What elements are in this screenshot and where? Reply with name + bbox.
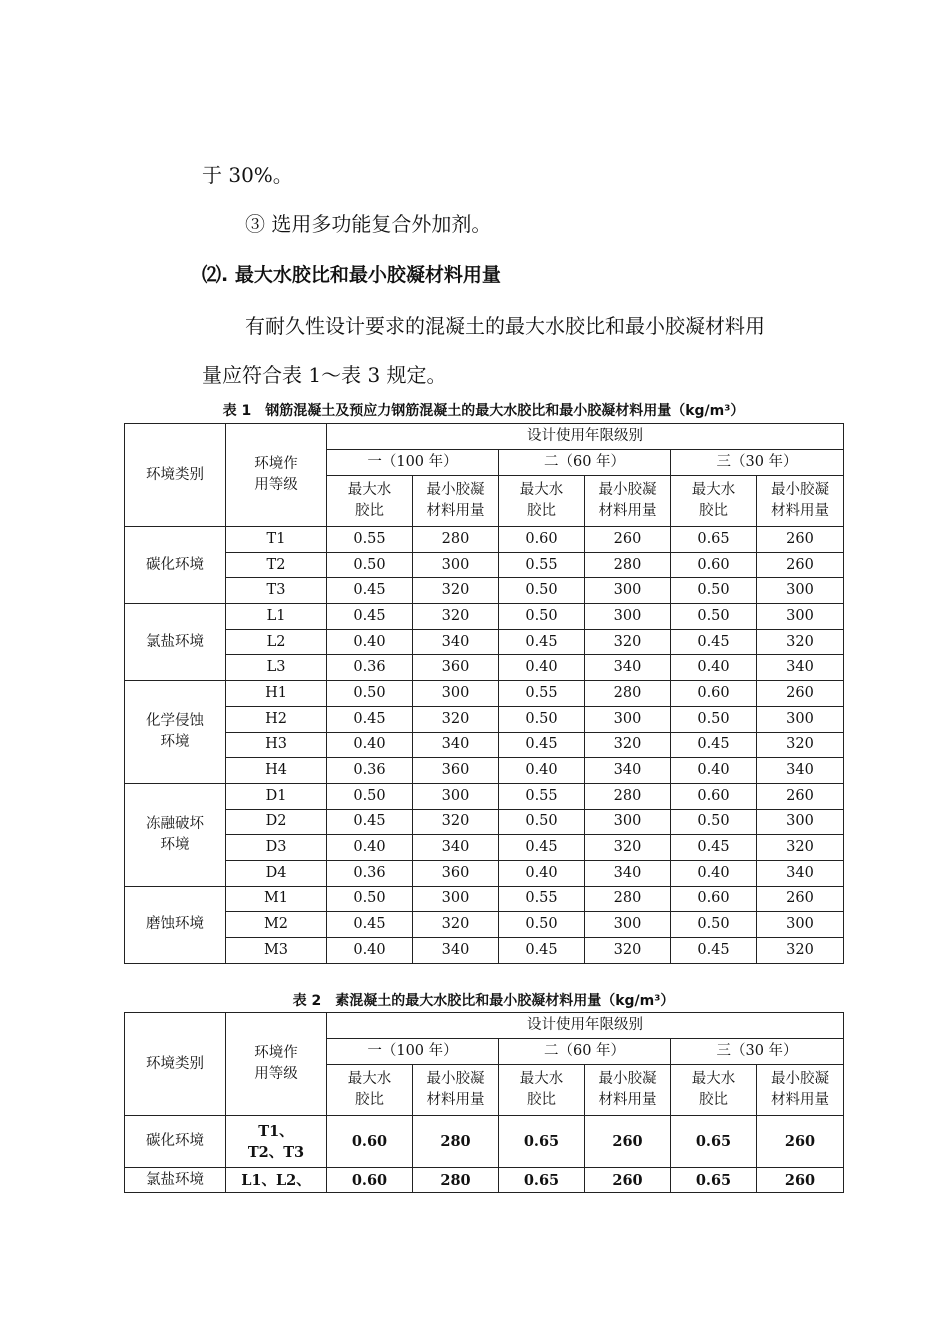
min-binder-cell: 300 <box>757 604 844 630</box>
table-row <box>125 604 844 630</box>
min-binder-cell: 340 <box>757 655 844 681</box>
header-min-binder: 最小胶凝材料用量 <box>413 476 499 527</box>
min-binder-cell: 360 <box>413 758 499 784</box>
max-wb-cell: 0.50 <box>327 886 413 912</box>
min-binder-cell: 260 <box>757 552 844 578</box>
max-wb-cell: 0.65 <box>671 527 757 553</box>
env-grade-cell: H2 <box>226 706 327 732</box>
env-category-label: 化学侵蚀环境 <box>146 713 204 750</box>
min-binder-cell: 320 <box>413 604 499 630</box>
min-binder-cell: 260 <box>757 886 844 912</box>
table-row <box>125 783 844 809</box>
max-wb-cell: 0.40 <box>327 732 413 758</box>
max-wb-cell: 0.45 <box>327 912 413 938</box>
min-binder-cell: 280 <box>413 1168 499 1193</box>
max-wb-cell: 0.60 <box>327 1116 413 1168</box>
min-binder-cell: 340 <box>413 835 499 861</box>
header-min-binder: 最小胶凝材料用量 <box>585 476 671 527</box>
min-binder-cell: 320 <box>585 732 671 758</box>
header-life-class: 设计使用年限级别 <box>327 424 844 450</box>
header-env-grade: 环境作用等级 <box>226 424 327 527</box>
env-category-label: 冻融破坏环境 <box>146 815 204 853</box>
min-binder-cell: 340 <box>413 938 499 964</box>
min-binder-cell: 320 <box>413 578 499 604</box>
section-heading: ⑵. 最大水胶比和最小胶凝材料用量 <box>202 264 501 286</box>
min-binder-cell: 300 <box>757 809 844 835</box>
max-wb-cell: 0.45 <box>327 604 413 630</box>
header-life-class: 设计使用年限级别 <box>327 1013 844 1039</box>
min-binder-cell: 360 <box>413 860 499 886</box>
max-wb-cell: 0.45 <box>499 629 585 655</box>
max-wb-cell: 0.45 <box>327 706 413 732</box>
paragraph-line: 量应符合表 1～表 3 规定。 <box>202 363 447 387</box>
header-class-2: 二（60 年） <box>499 1039 671 1065</box>
max-wb-cell: 0.60 <box>671 886 757 912</box>
min-binder-cell: 320 <box>413 912 499 938</box>
header-class-3: 三（30 年） <box>671 1039 844 1065</box>
max-wb-cell: 0.40 <box>671 655 757 681</box>
env-grade-cell: D2 <box>226 809 327 835</box>
max-wb-cell: 0.50 <box>499 809 585 835</box>
paragraph-line: 于 30%。 <box>202 163 293 187</box>
max-wb-cell: 0.45 <box>327 809 413 835</box>
env-category-cell: 碳化环境 <box>125 1116 226 1168</box>
max-wb-cell: 0.40 <box>327 835 413 861</box>
paragraph-item-3: ③ 选用多功能复合外加剂。 <box>245 212 492 236</box>
table-row <box>125 527 844 553</box>
header-max-wb: 最大水胶比 <box>327 1065 413 1116</box>
min-binder-cell: 360 <box>413 655 499 681</box>
min-binder-cell: 300 <box>585 604 671 630</box>
max-wb-cell: 0.50 <box>671 604 757 630</box>
max-wb-cell: 0.40 <box>327 938 413 964</box>
max-wb-cell: 0.40 <box>499 758 585 784</box>
header-max-wb: 最大水胶比 <box>327 476 413 527</box>
env-grade-cell: L3 <box>226 655 327 681</box>
table1-caption: 表 1 钢筋混凝土及预应力钢筋混凝土的最大水胶比和最小胶凝材料用量（kg/m³） <box>222 403 745 419</box>
max-wb-cell: 0.40 <box>327 629 413 655</box>
max-wb-cell: 0.60 <box>671 681 757 707</box>
env-grade-cell: M3 <box>226 938 327 964</box>
max-wb-cell: 0.40 <box>499 655 585 681</box>
max-wb-cell: 0.36 <box>327 758 413 784</box>
max-wb-cell: 0.50 <box>499 604 585 630</box>
env-grade-cell: D1 <box>226 783 327 809</box>
env-category-label: 碳化环境 <box>146 556 204 573</box>
header-min-binder: 最小胶凝材料用量 <box>585 1065 671 1116</box>
env-grade-cell: H1 <box>226 681 327 707</box>
max-wb-cell: 0.50 <box>671 706 757 732</box>
min-binder-cell: 340 <box>585 655 671 681</box>
min-binder-cell: 300 <box>413 886 499 912</box>
max-wb-cell: 0.60 <box>671 783 757 809</box>
max-wb-cell: 0.45 <box>671 732 757 758</box>
min-binder-cell: 320 <box>413 809 499 835</box>
max-wb-cell: 0.45 <box>671 835 757 861</box>
max-wb-cell: 0.65 <box>499 1116 585 1168</box>
max-wb-cell: 0.50 <box>499 578 585 604</box>
min-binder-cell: 260 <box>757 1168 844 1193</box>
min-binder-cell: 260 <box>585 1116 671 1168</box>
env-grade-cell: T1 <box>226 527 327 553</box>
header-class-1: 一（100 年） <box>327 450 499 476</box>
min-binder-cell: 280 <box>585 681 671 707</box>
min-binder-cell: 320 <box>757 938 844 964</box>
min-binder-cell: 300 <box>757 706 844 732</box>
env-grade-cell: L1 <box>226 604 327 630</box>
table-row <box>125 938 844 964</box>
min-binder-cell: 340 <box>585 860 671 886</box>
header-class-2: 二（60 年） <box>499 450 671 476</box>
max-wb-cell: 0.45 <box>499 732 585 758</box>
min-binder-cell: 320 <box>757 732 844 758</box>
header-env-grade: 环境作用等级 <box>226 1013 327 1116</box>
min-binder-cell: 300 <box>585 578 671 604</box>
max-wb-cell: 0.40 <box>499 860 585 886</box>
table1-body <box>125 527 844 964</box>
min-binder-cell: 340 <box>585 758 671 784</box>
max-wb-cell: 0.55 <box>499 681 585 707</box>
max-wb-cell: 0.50 <box>327 681 413 707</box>
env-grade-cell: T3 <box>226 578 327 604</box>
max-wb-cell: 0.45 <box>499 835 585 861</box>
paragraph-line: 有耐久性设计要求的混凝土的最大水胶比和最小胶凝材料用 <box>245 314 765 338</box>
min-binder-cell: 260 <box>585 1168 671 1193</box>
max-wb-cell: 0.50 <box>499 706 585 732</box>
env-category-cell <box>125 604 226 681</box>
max-wb-cell: 0.55 <box>327 527 413 553</box>
min-binder-cell: 300 <box>757 912 844 938</box>
min-binder-cell: 320 <box>757 835 844 861</box>
max-wb-cell: 0.50 <box>499 912 585 938</box>
env-category-label: 磨蚀环境 <box>146 916 204 933</box>
min-binder-cell: 300 <box>585 706 671 732</box>
max-wb-cell: 0.50 <box>671 578 757 604</box>
table-row <box>125 732 844 758</box>
env-grade-cell: H3 <box>226 732 327 758</box>
max-wb-cell: 0.65 <box>671 1168 757 1193</box>
table-row <box>125 681 844 707</box>
min-binder-cell: 280 <box>413 1116 499 1168</box>
min-binder-cell: 300 <box>585 809 671 835</box>
table2-caption: 表 2 素混凝土的最大水胶比和最小胶凝材料用量（kg/m³） <box>292 993 675 1009</box>
env-category-cell <box>125 886 226 963</box>
max-wb-cell: 0.65 <box>671 1116 757 1168</box>
env-grade-cell <box>226 1168 327 1193</box>
min-binder-cell: 320 <box>585 835 671 861</box>
max-wb-cell: 0.60 <box>327 1168 413 1193</box>
table-row <box>125 552 844 578</box>
header-class-1: 一（100 年） <box>327 1039 499 1065</box>
header-max-wb: 最大水胶比 <box>499 476 585 527</box>
min-binder-cell: 340 <box>413 732 499 758</box>
header-min-binder: 最小胶凝材料用量 <box>757 1065 844 1116</box>
min-binder-cell: 320 <box>585 938 671 964</box>
max-wb-cell: 0.50 <box>671 809 757 835</box>
max-wb-cell: 0.50 <box>327 552 413 578</box>
header-class-3: 三（30 年） <box>671 450 844 476</box>
min-binder-cell: 260 <box>757 1116 844 1168</box>
table2 <box>124 1012 844 1193</box>
max-wb-cell: 0.45 <box>671 938 757 964</box>
min-binder-cell: 260 <box>585 527 671 553</box>
header-min-binder: 最小胶凝材料用量 <box>757 476 844 527</box>
min-binder-cell: 300 <box>413 681 499 707</box>
env-grade-cell: H4 <box>226 758 327 784</box>
max-wb-cell: 0.60 <box>499 527 585 553</box>
min-binder-cell: 300 <box>413 552 499 578</box>
min-binder-cell: 280 <box>585 552 671 578</box>
max-wb-cell: 0.45 <box>327 578 413 604</box>
min-binder-cell: 340 <box>413 629 499 655</box>
env-grade-cell <box>226 1116 327 1168</box>
env-grade-label: L1、L2、 <box>241 1171 311 1189</box>
min-binder-cell: 260 <box>757 783 844 809</box>
header-max-wb: 最大水胶比 <box>671 476 757 527</box>
max-wb-cell: 0.40 <box>671 758 757 784</box>
env-category-cell <box>125 681 226 784</box>
max-wb-cell: 0.36 <box>327 860 413 886</box>
env-category-cell: 氯盐环境 <box>125 1168 226 1193</box>
table-row <box>125 835 844 861</box>
min-binder-cell: 300 <box>585 912 671 938</box>
min-binder-cell: 340 <box>757 758 844 784</box>
table-row <box>125 809 844 835</box>
min-binder-cell: 260 <box>757 527 844 553</box>
env-grade-label: T1、T2、T3 <box>247 1122 305 1161</box>
table-row <box>125 758 844 784</box>
max-wb-cell: 0.45 <box>499 938 585 964</box>
env-category-cell <box>125 783 226 886</box>
table-row <box>125 655 844 681</box>
min-binder-cell: 260 <box>757 681 844 707</box>
max-wb-cell: 0.55 <box>499 552 585 578</box>
env-grade-cell: L2 <box>226 629 327 655</box>
header-max-wb: 最大水胶比 <box>499 1065 585 1116</box>
max-wb-cell: 0.50 <box>671 912 757 938</box>
min-binder-cell: 280 <box>585 886 671 912</box>
table-row <box>125 578 844 604</box>
min-binder-cell: 340 <box>757 860 844 886</box>
table-row <box>125 860 844 886</box>
max-wb-cell: 0.55 <box>499 783 585 809</box>
min-binder-cell: 280 <box>413 527 499 553</box>
max-wb-cell: 0.65 <box>499 1168 585 1193</box>
table1 <box>124 423 844 964</box>
table-row <box>125 706 844 732</box>
env-grade-cell: D4 <box>226 860 327 886</box>
env-category-cell <box>125 527 226 604</box>
header-env-category: 环境类别 <box>125 1013 226 1116</box>
table-row <box>125 1116 844 1168</box>
min-binder-cell: 320 <box>413 706 499 732</box>
max-wb-cell: 0.45 <box>671 629 757 655</box>
env-grade-cell: T2 <box>226 552 327 578</box>
min-binder-cell: 300 <box>757 578 844 604</box>
table-row <box>125 1168 844 1193</box>
min-binder-cell: 320 <box>757 629 844 655</box>
min-binder-cell: 280 <box>585 783 671 809</box>
max-wb-cell: 0.55 <box>499 886 585 912</box>
env-category-label: 氯盐环境 <box>146 633 204 650</box>
max-wb-cell: 0.60 <box>671 552 757 578</box>
env-grade-cell: M2 <box>226 912 327 938</box>
env-grade-cell: M1 <box>226 886 327 912</box>
table2-body <box>125 1116 844 1193</box>
env-grade-cell: D3 <box>226 835 327 861</box>
header-env-category: 环境类别 <box>125 424 226 527</box>
table-row <box>125 886 844 912</box>
max-wb-cell: 0.36 <box>327 655 413 681</box>
table-row <box>125 912 844 938</box>
min-binder-cell: 320 <box>585 629 671 655</box>
header-min-binder: 最小胶凝材料用量 <box>413 1065 499 1116</box>
header-max-wb: 最大水胶比 <box>671 1065 757 1116</box>
max-wb-cell: 0.40 <box>671 860 757 886</box>
min-binder-cell: 300 <box>413 783 499 809</box>
table-row <box>125 629 844 655</box>
max-wb-cell: 0.50 <box>327 783 413 809</box>
